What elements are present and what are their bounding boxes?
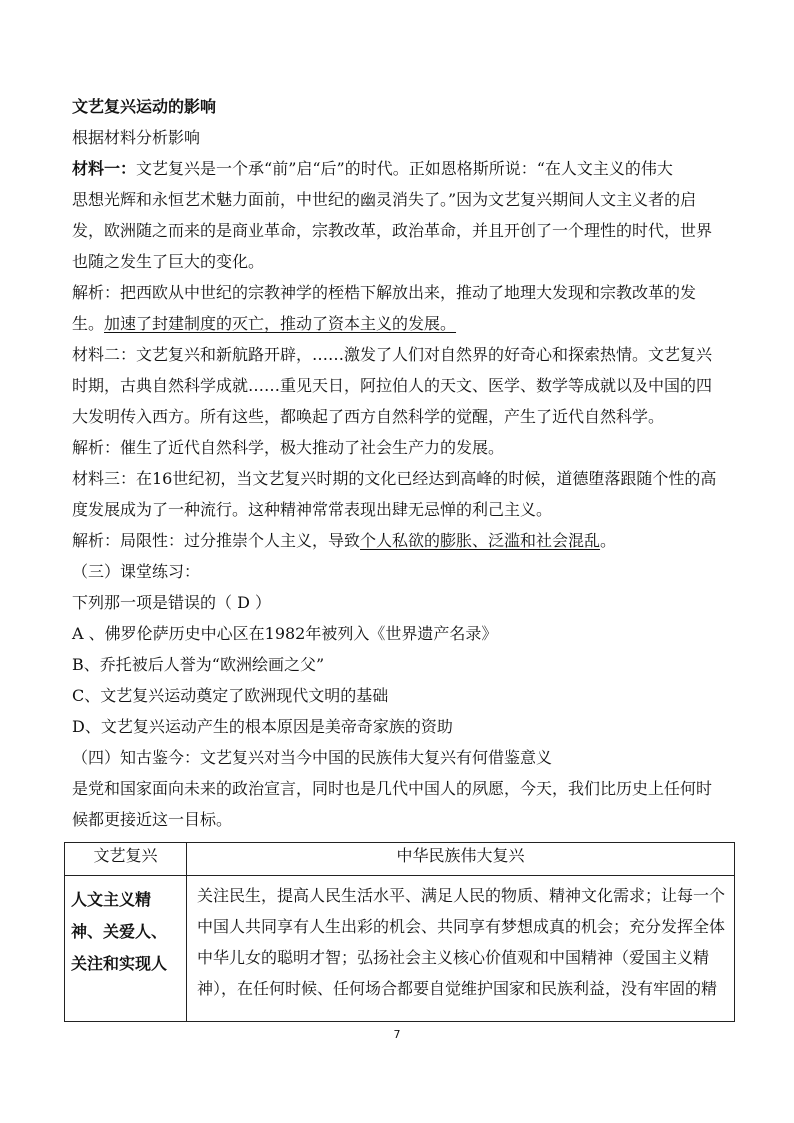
material-2-line-3: 大发明传入西方。所有这些，都唤起了西方自然科学的觉醒，产生了近代自然科学。 [72,407,665,426]
material-1-line-2: 思想光辉和永恒艺术魅力面前，中世纪的幽灵消失了。”因为文艺复兴期间人文主义者的启 [72,190,697,209]
material-3-line-1: 材料三：在16世纪初，当文艺复兴时期的文化已经达到高峰的时候，道德堕落跟随个性的高 [72,469,717,488]
row-text-line-3: 中华儿女的聪明才智；弘扬社会主义核心价值观和中国精神（爱国主义精 [197,948,710,967]
material-1-line-4: 也随之发生了巨大的变化。 [72,252,265,271]
reflection-line-2: 候都更接近这一目标。 [72,810,233,829]
section-heading: 文艺复兴运动的影响 [72,97,217,116]
page-number: 7 [393,1028,401,1041]
row-text-line-4: 神），在任何时候、任何场合都要自觉维护国家和民族利益，没有牢固的精 [197,979,718,998]
analysis-1-text: 生。 [72,314,105,333]
analysis-2: 解析：催生了近代自然科学，极大推动了社会生产力的发展。 [72,438,505,457]
header-rejuvenation: 中华民族伟大复兴 [187,843,735,876]
row-label-line-1: 人文主义精 [71,890,152,909]
analysis-3-end: 。 [600,531,617,550]
row-label-cell [65,876,187,1022]
reflection-title: （四）知古鉴今：文艺复兴对当今中国的民族伟大复兴有何借鉴意义 [72,748,553,767]
material-2-line-2: 时期，古典自然科学成就……重见天日，阿拉伯人的天文、医学、数学等成就以及中国的四 [72,376,713,395]
analysis-3 [72,531,616,551]
material-1-line-3: 发，欧洲随之而来的是商业革命，宗教改革，政治革命，并且开创了一个理性的时代，世界 [72,221,713,240]
analysis-1-underlined: 加速了封建制度的灭亡，推动了资本主义的发展。 [104,314,457,333]
material-3-line-2: 度发展成为了一种流行。这种精神常常表现出肆无忌惮的利己主义。 [72,500,553,519]
table-header-row [65,843,735,876]
header-renaissance: 文艺复兴 [65,843,187,876]
analysis-1-line-1: 解析：把西欧从中世纪的宗教神学的桎梏下解放出来，推动了地理大发现和宗教改革的发 [72,283,697,302]
material-1-line-1 [72,159,673,179]
analysis-3-underlined: 个人私欲的膨胀、泛滥和社会混乱 [360,531,601,550]
practice-question: 下列那一项是错误的（ D ） [72,593,272,612]
material-2-line-1: 材料二：文艺复兴和新航路开辟，……激发了人们对自然界的好奇心和探索热情。文艺复兴 [72,345,713,364]
option-d: D、文艺复兴运动产生的根本原因是美帝奇家族的资助 [72,717,453,736]
row-label-line-3: 关注和实现人 [71,954,168,973]
subheading: 根据材料分析影响 [72,128,201,147]
row-text-line-1: 关注民生，提高人民生活水平、满足人民的物质、精神文化需求；让每一个 [197,886,726,905]
option-a: A 、佛罗伦萨历史中心区在1982年被列入《世界遗产名录》 [72,624,498,643]
material-1-text: 文艺复兴是一个承“前”启“后”的时代。正如恩格斯所说：“在人文主义的伟大 [136,159,673,178]
material-1-label: 材料一： [72,159,137,178]
option-b: B、乔托被后人誉为“欧洲绘画之父” [72,655,325,674]
comparison-table [64,842,735,1022]
row-content-cell [187,876,735,1022]
row-text-line-2: 中国人共同享有人生出彩的机会、共同享有梦想成真的机会；充分发挥全体 [197,917,726,936]
row-label-line-2: 神、关爱人、 [71,922,168,941]
analysis-3-text: 解析：局限性：过分推崇个人主义，导致 [72,531,361,550]
option-c: C、文艺复兴运动奠定了欧洲现代文明的基础 [72,686,389,705]
reflection-line-1: 是党和国家面向未来的政治宣言，同时也是几代中国人的夙愿，今天，我们比历史上任何时 [72,779,713,798]
analysis-1-line-2 [72,314,456,334]
table-row [65,876,735,1022]
practice-title: （三）课堂练习： [72,562,201,581]
